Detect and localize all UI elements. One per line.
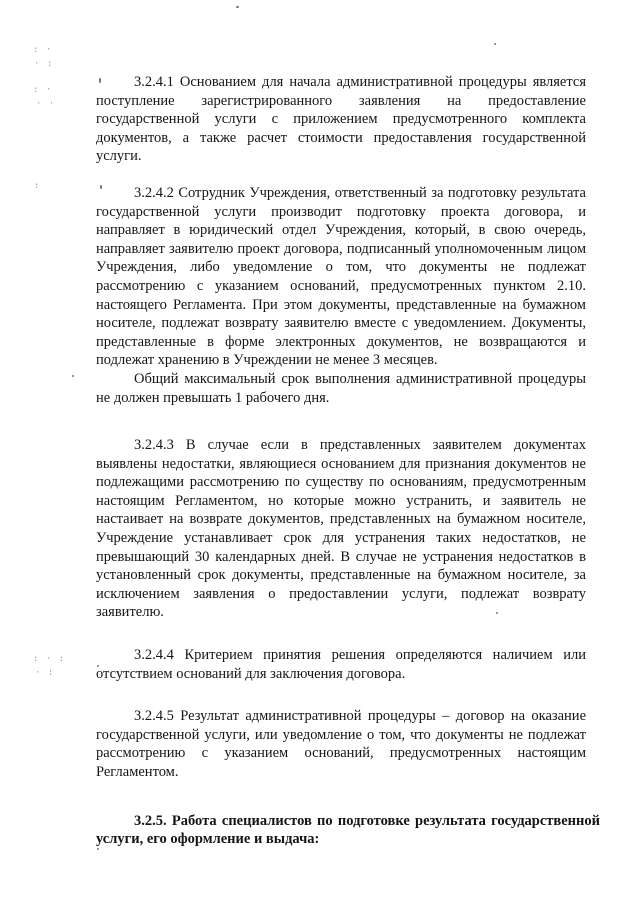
paragraph-3-2-4-3: 3.2.4.3 В случае если в представленных заявителем документах выявлены недостатки, являющиеся основанием для признания документов не подлежащими рассмотрению по существу по основаниям, предусмотренным настоящим Регламентом, но которые можно устранить, и заявитель не настаивает на возврате документов, представленных на бумажном носителе, Учреждение устанавливает срок для устранения таких недостатков, не превышающий 30 календарных дней. В случае не устранения недостатков в установленный срок документы, представленные на бумажном носителе, за исключением заявления о предоставлении услуги, подлежат возврату заявителю. [96,437,586,621]
paragraph-3-2-4-1: 3.2.4.1 Основанием для начала административной процедуры является поступление зарегистрированного заявления на предоставление государственной услуги с приложением предусмотренного комплекта документов, а также расчет стоимости предоставления государственной услуги. [96,74,586,165]
scan-edge-mark: · : [35,668,55,678]
scan-edge-mark: : · [33,85,53,95]
paragraph-3-2-4-4: 3.2.4.4 Критерием принятия решения определяются наличием или отсутствием оснований для заключения договора. [96,647,586,682]
paragraph-3-2-4-2: 3.2.4.2 Сотрудник Учреждения, ответственный за подготовку результата государственной услуги производит подготовку проекта договора, и направляет в юридический отдел Учреждения, который, в свою очередь, направляет заявителю проект договора, подписанный уполномоченным лицом Учреждения, либо уведомление о том, что документы не подлежат рассмотрению с указанием оснований, предусмотренных пунктом 2.10. настоящего Регламента. При этом документы, представленные на бумажном носителе, подлежат возврату заявителю вместе с уведомлением. Документы, представленные в форме электронных документов, не возвращаются и подлежат хранению в Учреждении не менее 3 месяцев. [96,184,586,369]
scan-edge-mark: : · : [33,654,66,664]
scan-speck [236,6,239,8]
paragraph-3-2-4-5: 3.2.4.5 Результат административной процедуры – договор на оказание государственной услуги, или уведомление о том, что документы не подлежат рассмотрению с указанием оснований, предусмотренных настоящим Регламентом. [96,708,586,780]
scan-speck [494,43,496,45]
scan-edge-mark: : · [33,45,53,55]
scan-edge-mark: · : [34,59,54,69]
section-heading-3-2-5: 3.2.5. Работа специалистов по подготовке результата государственной услуги, его оформление и выдача: [96,812,600,848]
document-body [96,73,600,849]
scan-speck [72,375,74,377]
scan-edge-mark: : [34,181,41,191]
paragraph-max-term: Общий максимальный срок выполнения административной процедуры не должен превышать 1 рабочего дня. [96,370,586,406]
scan-edge-mark: · · [36,99,56,109]
